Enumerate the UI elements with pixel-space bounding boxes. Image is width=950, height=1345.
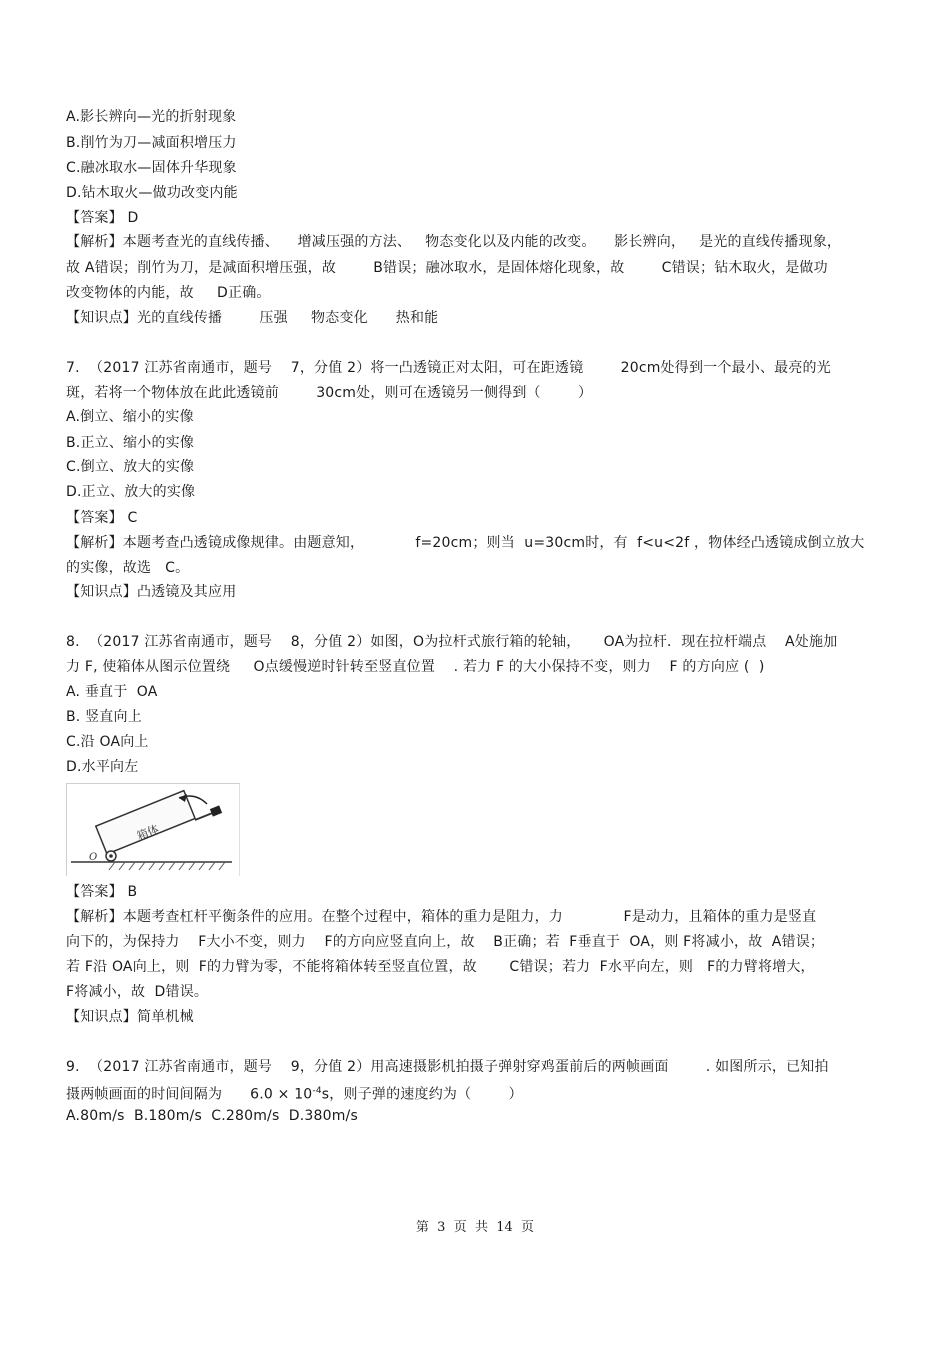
q7-knowledge: 【知识点】凸透镜及其应用 [66,584,237,600]
q8-option-a: A. 垂直于 OA [66,684,158,700]
q7-stem-line-1: 7. （2017 江苏省南通市，题号 7，分值 2）将一凸透镜正对太阳，可在距透镜 20cm处得到一个最小、最亮的光 [66,360,831,376]
q6-answer: 【答案】 D [66,210,139,226]
q6-option-d: D.钻木取火—做功改变内能 [66,185,238,201]
q6-analysis-line-2: 故 A错误；削竹为刀，是减面积增压强，故 B错误；融冰取水，是固体熔化现象，故 C错误；钻木取火，是做功 [66,260,828,276]
q6-option-b: B.削竹为刀—减面积增压力 [66,135,237,151]
suitcase-label: 箱体 [135,822,161,843]
q6-analysis-line-3: 改变物体的内能，故 D正确。 [66,285,271,301]
q8-knowledge: 【知识点】简单机械 [66,1009,194,1025]
q7-option-a: A.倒立、缩小的实像 [66,409,194,425]
q7-analysis-line-1: 【解析】本题考查凸透镜成像规律。由题意知， f=20cm；则当 u=30cm时，有 f<u<2f ，物体经凸透镜成倒立放大 [66,535,865,551]
ground-hatching [109,862,225,870]
suitcase-box [96,791,195,854]
q9-stem-line-2 [66,1081,523,1105]
q9-options: A.80m/s B.180m/s C.280m/s D.380m/s [66,1108,358,1124]
q6-knowledge: 【知识点】光的直线传播 压强 物态变化 热和能 [66,310,439,326]
q8-option-c: C.沿 OA向上 [66,734,149,750]
q8-analysis-line-3: 若 F沿 OA向上，则 F的力臂为零，不能将箱体转至竖直位置，故 C错误；若力 F水平向左，则 F的力臂将增大， [66,959,815,975]
q9-exponent: -4 [312,1086,322,1096]
luggage-diagram [67,784,239,876]
q9-stem-part-a: 摄两帧画面的时间间隔为 6.0 × 10 [66,1086,313,1103]
q6-analysis-line-1: 【解析】本题考查光的直线传播、 增减压强的方法、 物态变化以及内能的改变。 影长辨向， 是光的直线传播现象， [66,234,842,250]
q7-option-b: B.正立、缩小的实像 [66,435,195,451]
q8-analysis-line-4: F将减小，故 D错误。 [66,984,209,1000]
q7-answer: 【答案】 C [66,510,138,526]
q7-option-d: D.正立、放大的实像 [66,484,196,500]
axle-label-o: O [89,852,98,863]
q8-answer: 【答案】 B [66,884,138,900]
q8-stem-line-1: 8. （2017 江苏省南通市，题号 8，分值 2）如图，O为拉杆式旅行箱的轮轴， OA为拉杆．现在拉杆端点 A处施加 [66,634,838,650]
handle-grip [210,805,222,816]
luggage-lever-figure [66,783,240,876]
q6-option-c: C.融冰取水—固体升华现象 [66,160,237,176]
q8-analysis-line-1: 【解析】本题考查杠杆平衡条件的应用。在整个过程中，箱体的重力是阻力，力 F是动力，且箱体的重力是竖直 [66,909,817,925]
page-footer: 第 3 页 共 14 页 [415,1220,535,1235]
q8-option-b: B. 竖直向上 [66,709,142,725]
q9-stem-line-1: 9. （2017 江苏省南通市，题号 9，分值 2）用高速摄影机拍摄子弹射穿鸡蛋前后的两帧画面 . 如图所示，已知拍 [66,1059,829,1075]
q8-option-d: D.水平向左 [66,759,139,775]
q7-stem-line-2: 斑，若将一个物体放在此此透镜前 30cm处，则可在透镜另一侧得到（ ） [66,385,593,401]
q8-stem-line-2: 力 F, 使箱体从图示位置绕 O点缓慢逆时针转至竖直位置 . 若力 F 的大小保持不变，则力 F 的方向应 ( ) [66,659,765,675]
q7-option-c: C.倒立、放大的实像 [66,459,195,475]
q6-option-a: A.影长辨向—光的折射现象 [66,109,237,125]
q8-analysis-line-2: 向下的，为保持力 F大小不变，则力 F的方向应竖直向上，故 B正确；若 F垂直于 OA，则 F将减小，故 A错误； [66,934,825,950]
q7-analysis-line-2: 的实像，故选 C。 [66,560,190,576]
q9-stem-part-b: s，则子弹的速度约为（ ） [321,1086,523,1103]
